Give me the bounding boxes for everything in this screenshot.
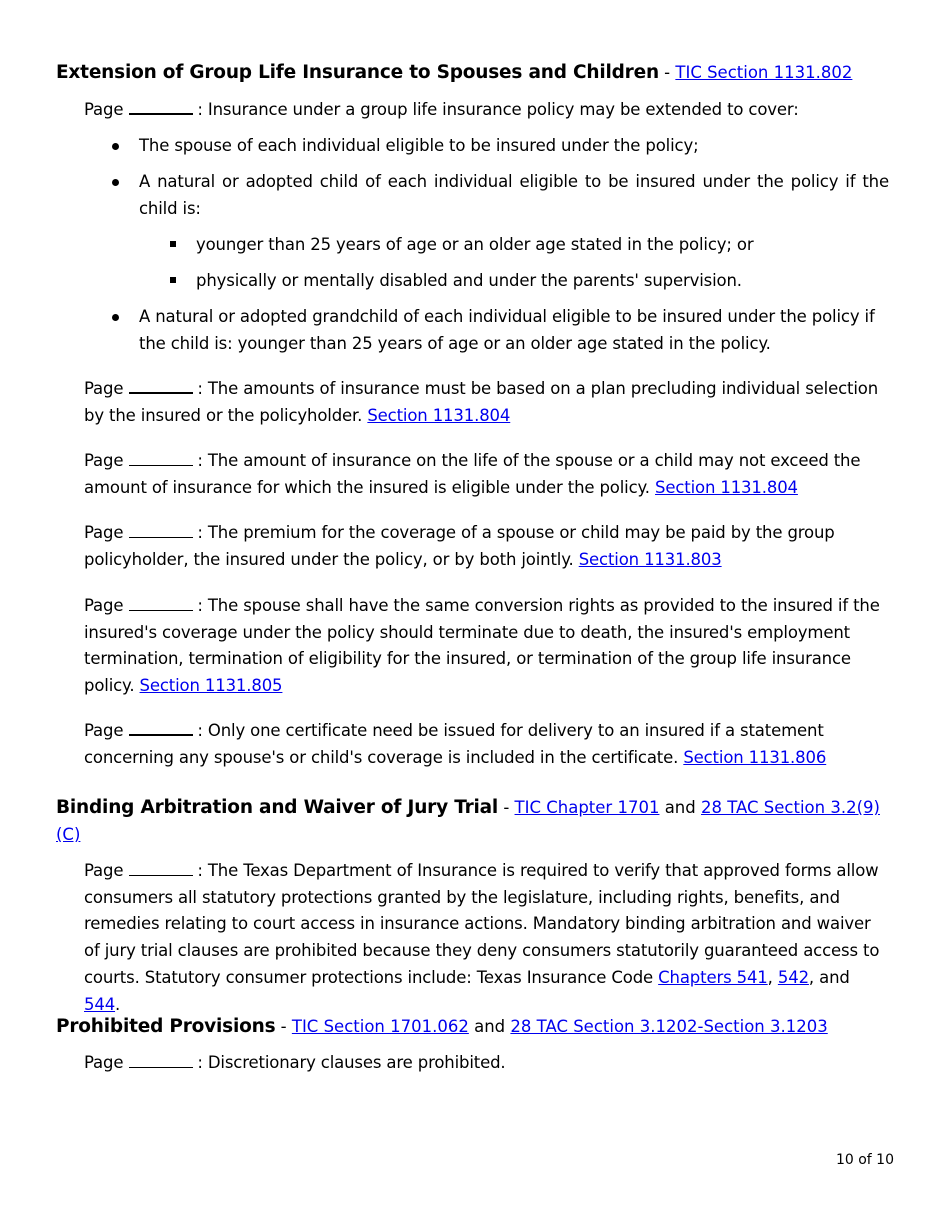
- section-1131-803-link[interactable]: Section 1131.803: [578, 549, 722, 569]
- tic-section-1701-062-link[interactable]: TIC Section 1701.062: [291, 1017, 469, 1036]
- paragraph-text: : The amounts of insurance must be based on a plan precluding individual selection by the insured or the policyholder.: [84, 379, 879, 425]
- sub-bullet-age: younger than 25 years of age or an older age stated in the policy; or: [196, 235, 754, 254]
- section-heading-prohibited: [56, 1013, 896, 1040]
- bullet-item-spouse: The spouse of each individual eligible to be insured under the policy;: [139, 136, 699, 155]
- tic-section-1131-802-link[interactable]: TIC Section 1131.802: [675, 63, 853, 82]
- chapter-542-link[interactable]: 542: [777, 967, 809, 987]
- period: .: [115, 994, 121, 1014]
- section-1131-805-link[interactable]: Section 1131.805: [139, 676, 283, 696]
- page-label: Page: [84, 451, 124, 470]
- page-number-blank[interactable]: [129, 99, 193, 115]
- page-number-blank[interactable]: [129, 1053, 193, 1068]
- page-number-blank[interactable]: [129, 523, 193, 538]
- section-heading-arbitration: [56, 794, 896, 848]
- bullet-item-grandchild: A natural or adopted grandchild of each individual eligible to be insured under the policy if the child is: younger than 25 years of age or an older age stated in the policy.: [139, 307, 875, 353]
- paragraph-4: [84, 520, 890, 573]
- paragraph-text: : The Texas Department of Insurance is required to verify that approved forms allow consumers all statutory protections granted by the legislature, including rights, benefits, and remedies relating to court access in insurance actions. Mandatory binding arbitration and waiver of jury trial clauses are prohibited because they deny consumers statutorily guaranteed access to courts. Statutory consumer protections include: Texas Insurance Code: [84, 861, 880, 987]
- paragraph-2: [84, 376, 890, 429]
- chapters-541-link[interactable]: Chapters 541: [658, 967, 768, 987]
- section-title: Prohibited Provisions: [56, 1016, 276, 1037]
- bullet-icon: [112, 179, 119, 186]
- sub-bullet-disabled: physically or mentally disabled and under the parents' supervision.: [196, 271, 742, 290]
- paragraph-8: [84, 1050, 890, 1077]
- page-number-blank[interactable]: [129, 378, 193, 394]
- chapter-544-link[interactable]: 544: [84, 994, 116, 1014]
- section-title: Extension of Group Life Insurance to Spouses and Children: [56, 62, 659, 83]
- bullet-item-child: A natural or adopted child of each individual eligible to be insured under the policy if the child is:: [139, 172, 889, 218]
- tac-section-3-2-link[interactable]: 28 TAC Section 3.2(9)(C): [56, 798, 880, 844]
- bullet-icon: [112, 314, 119, 321]
- page-number-blank[interactable]: [129, 451, 193, 466]
- paragraph-text: : The amount of insurance on the life of the spouse or a child may not exceed the amount of insurance for which the insured is eligible under the policy.: [84, 451, 861, 497]
- section-title: Binding Arbitration and Waiver of Jury Trial: [56, 797, 499, 818]
- paragraph-text: : Insurance under a group life insurance policy may be extended to cover:: [197, 100, 799, 119]
- section-1131-806-link[interactable]: Section 1131.806: [683, 747, 827, 767]
- page-label: Page: [84, 596, 124, 615]
- square-bullet-icon: [170, 277, 176, 283]
- section-heading-extension: [56, 59, 896, 86]
- heading-separator: -: [275, 1017, 292, 1036]
- paragraph-text: : The premium for the coverage of a spouse or child may be paid by the group policyholder, the insured under the policy, or by both jointly.: [84, 523, 835, 569]
- section-1131-804-link[interactable]: Section 1131.804: [367, 405, 511, 425]
- and-text: , and: [808, 967, 850, 987]
- bullet-icon: [112, 143, 119, 150]
- paragraph-5: [84, 593, 890, 700]
- heading-separator: -: [498, 798, 515, 817]
- page-count: 10 of 10: [835, 1152, 894, 1168]
- square-bullet-icon: [170, 241, 176, 247]
- page-number-blank[interactable]: [129, 720, 193, 736]
- section-1131-804-link[interactable]: Section 1131.804: [655, 477, 798, 497]
- paragraph-text: : Discretionary clauses are prohibited.: [197, 1053, 506, 1072]
- paragraph-6: [84, 718, 890, 771]
- paragraph-text: : Only one certificate need be issued for delivery to an insured if a statement concerning any spouse's or child's coverage is included in the certificate.: [84, 721, 824, 767]
- comma: ,: [767, 967, 778, 987]
- page-label: Page: [84, 379, 124, 398]
- page-label: Page: [84, 1053, 124, 1072]
- heading-and: and: [468, 1017, 511, 1036]
- paragraph-text: : The spouse shall have the same conversion rights as provided to the insured if the insured's coverage under the policy should terminate due to death, the insured's employment termination, termination of eligibility for the insured, or termination of the group life insurance policy.: [84, 596, 880, 696]
- tac-section-3-1202-link[interactable]: 28 TAC Section 3.1202-Section 3.1203: [510, 1017, 828, 1036]
- paragraph-1: [84, 97, 890, 124]
- page-label: Page: [84, 861, 124, 880]
- page-label: Page: [84, 721, 124, 740]
- page-number-blank[interactable]: [129, 861, 193, 876]
- heading-and: and: [659, 798, 701, 817]
- heading-separator: -: [658, 63, 676, 82]
- paragraph-7: [84, 858, 890, 1018]
- tic-chapter-1701-link[interactable]: TIC Chapter 1701: [514, 798, 660, 817]
- page-number-blank[interactable]: [129, 596, 193, 611]
- paragraph-3: [84, 448, 890, 501]
- page-label: Page: [84, 523, 124, 542]
- page-label: Page: [84, 100, 124, 119]
